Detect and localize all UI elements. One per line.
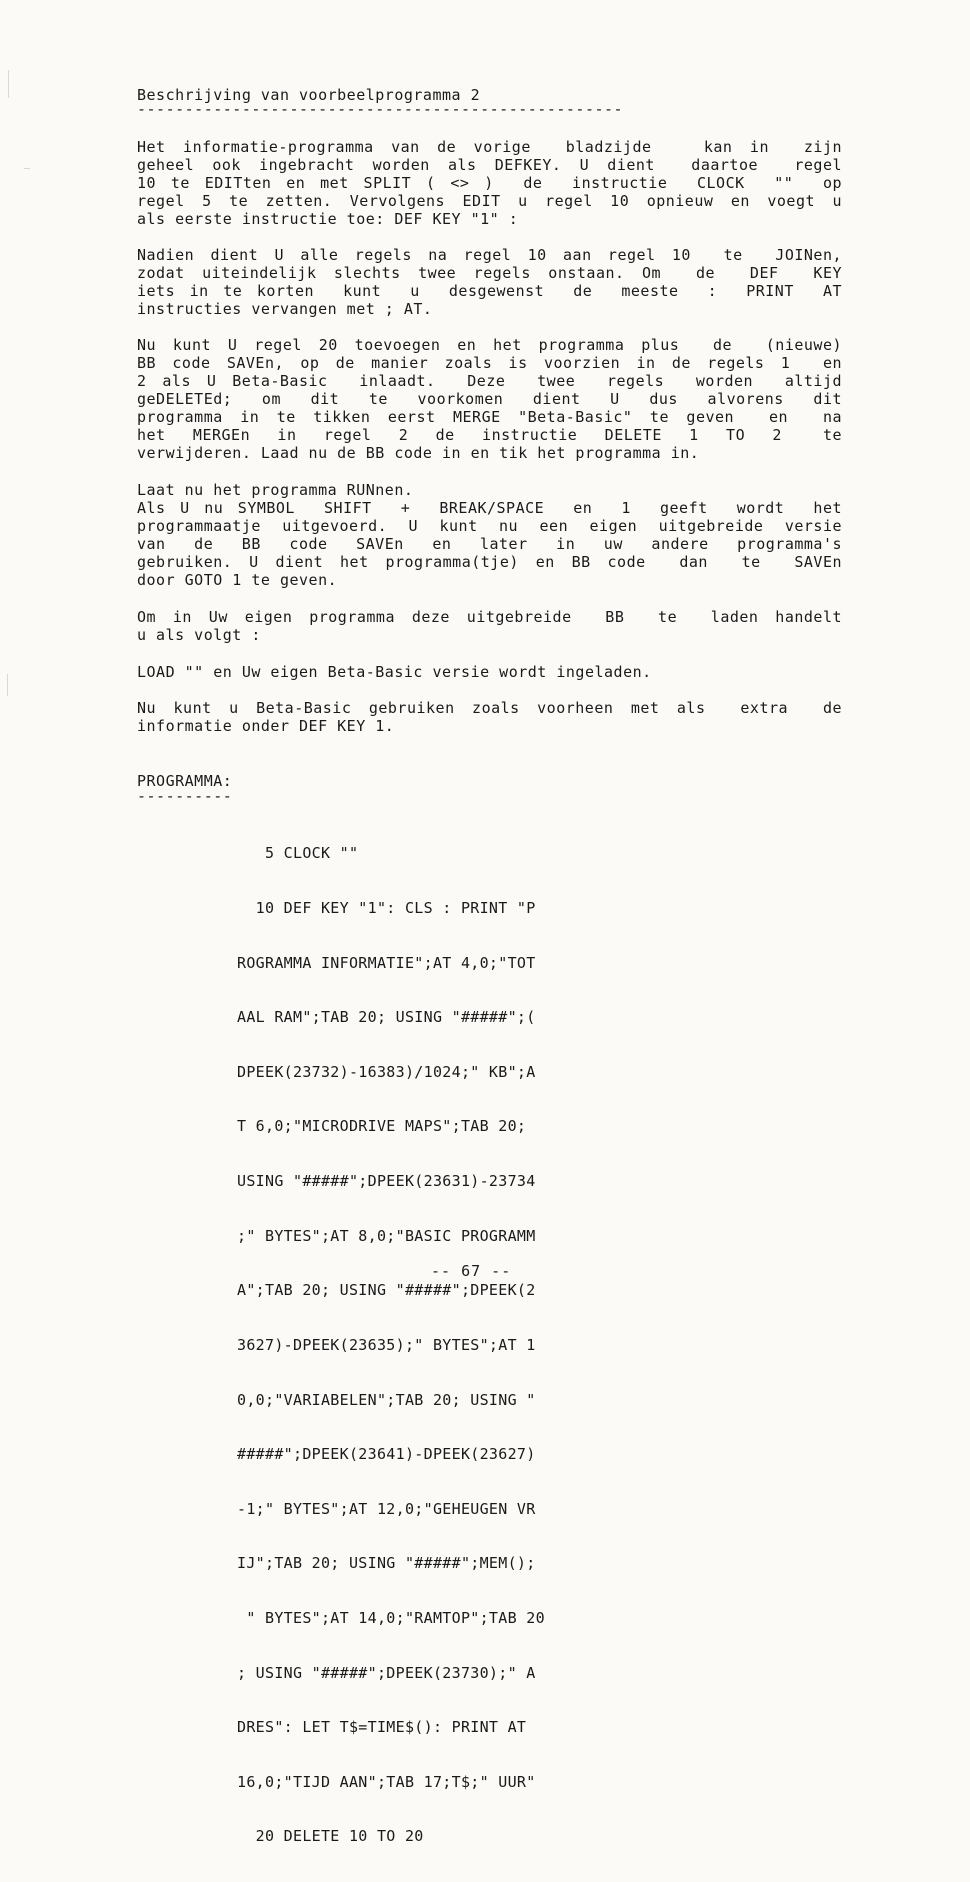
text-line: programmaatje uitgevoerd. U kunt nu een eigen uitgebreide versie <box>137 517 842 535</box>
text-line: van de BB code SAVEn en later in uw andere programma's <box>137 535 842 553</box>
code-line: 16,0;"TIJD AAN";TAB 17;T$;" UUR" <box>237 1772 536 1791</box>
text-line: iets in te korten kunt u desgewenst de meeste : PRINT AT <box>137 282 842 300</box>
code-line: A";TAB 20; USING "#####";DPEEK(2 <box>237 1281 536 1300</box>
text-line: BB code SAVEn, op de manier zoals is voorzien in de regels 1 en <box>137 354 842 372</box>
text-line: Nu kunt U regel 20 toevoegen en het programma plus de (nieuwe) <box>137 336 842 354</box>
text-line: verwijderen. Laad nu de BB code in en tik het programma in. <box>137 444 700 462</box>
text-line: instructies vervangen met ; AT. <box>137 300 433 318</box>
text-line: geDELETEd; om dit te voorkomen dient U dus alvorens dit <box>137 390 842 408</box>
text-line: zodat uiteindelijk slechts twee regels onstaan. Om de DEF KEY <box>137 264 842 282</box>
code-line: DPEEK(23732)-16383)/1024;" KB";A <box>237 1062 536 1081</box>
text-line: LOAD "" en Uw eigen Beta-Basic versie wordt ingeladen. <box>137 663 652 681</box>
text-line: Het informatie-programma van de vorige bladzijde kan in zijn <box>137 138 842 156</box>
program-listing <box>237 808 597 1882</box>
text-line: programma in te tikken eerst MERGE "Beta-Basic" te geven en na <box>137 408 842 426</box>
text-line: door GOTO 1 te geven. <box>137 571 338 589</box>
code-line: IJ";TAB 20; USING "#####";MEM(); <box>237 1554 536 1573</box>
scan-mark <box>24 168 30 169</box>
code-line: " BYTES";AT 14,0;"RAMTOP";TAB 20 <box>237 1608 545 1627</box>
code-line: T 6,0;"MICRODRIVE MAPS";TAB 20; <box>237 1117 527 1136</box>
code-line: AAL RAM";TAB 20; USING "#####";( <box>237 1008 536 1027</box>
code-line: 3627)-DPEEK(23635);" BYTES";AT 1 <box>237 1335 536 1354</box>
page-number: -- 67 -- <box>431 1262 512 1280</box>
scan-mark <box>8 70 9 98</box>
program-heading-underline: ---------- <box>137 787 233 805</box>
text-line: als eerste instructie toe: DEF KEY "1" : <box>137 210 519 228</box>
text-line: gebruiken. U dient het programma(tje) en BB code dan te SAVEn <box>137 553 842 571</box>
text-line: Nu kunt u Beta-Basic gebruiken zoals voorheen met als extra de <box>137 699 842 717</box>
code-line: #####";DPEEK(23641)-DPEEK(23627) <box>237 1445 536 1464</box>
text-line: 2 als U Beta-Basic inlaadt. Deze twee regels worden altijd <box>137 372 842 390</box>
text-line: Laat nu het programma RUNnen. <box>137 481 414 499</box>
code-line: 20 DELETE 10 TO 20 <box>237 1827 424 1846</box>
text-line: geheel ook ingebracht worden als DEFKEY. U dient daartoe regel <box>137 156 842 174</box>
code-line: ;" BYTES";AT 8,0;"BASIC PROGRAMM <box>237 1226 536 1245</box>
code-line: 10 DEF KEY "1": CLS : PRINT "P <box>237 899 536 918</box>
program-heading: PROGRAMMA: <box>137 772 233 790</box>
code-line: 0,0;"VARIABELEN";TAB 20; USING " <box>237 1390 536 1409</box>
text-line: Om in Uw eigen programma deze uitgebreide BB te laden handelt <box>137 608 842 626</box>
heading-underline: --------------------------------------------------- <box>137 100 624 118</box>
code-line: ROGRAMMA INFORMATIE";AT 4,0;"TOT <box>237 953 536 972</box>
text-line: regel 5 te zetten. Vervolgens EDIT u regel 10 opnieuw en voegt u <box>137 192 842 210</box>
code-line: USING "#####";DPEEK(23631)-23734 <box>237 1172 536 1191</box>
text-line: Nadien dient U alle regels na regel 10 aan regel 10 te JOINen, <box>137 246 842 264</box>
code-line: DRES": LET T$=TIME$(): PRINT AT <box>237 1718 527 1737</box>
section-heading: Beschrijving van voorbeelprogramma 2 <box>137 86 481 104</box>
text-line: u als volgt : <box>137 626 261 644</box>
scan-mark <box>7 674 8 696</box>
text-line: het MERGEn in regel 2 de instructie DELETE 1 TO 2 te <box>137 426 842 444</box>
text-line: 10 te EDITten en met SPLIT ( <> ) de instructie CLOCK "" op <box>137 174 842 192</box>
text-line: informatie onder DEF KEY 1. <box>137 717 395 735</box>
code-line: 5 CLOCK "" <box>237 844 359 863</box>
code-line: -1;" BYTES";AT 12,0;"GEHEUGEN VR <box>237 1499 536 1518</box>
text-line: Als U nu SYMBOL SHIFT + BREAK/SPACE en 1 geeft wordt het <box>137 499 842 517</box>
code-line: ; USING "#####";DPEEK(23730);" A <box>237 1663 536 1682</box>
